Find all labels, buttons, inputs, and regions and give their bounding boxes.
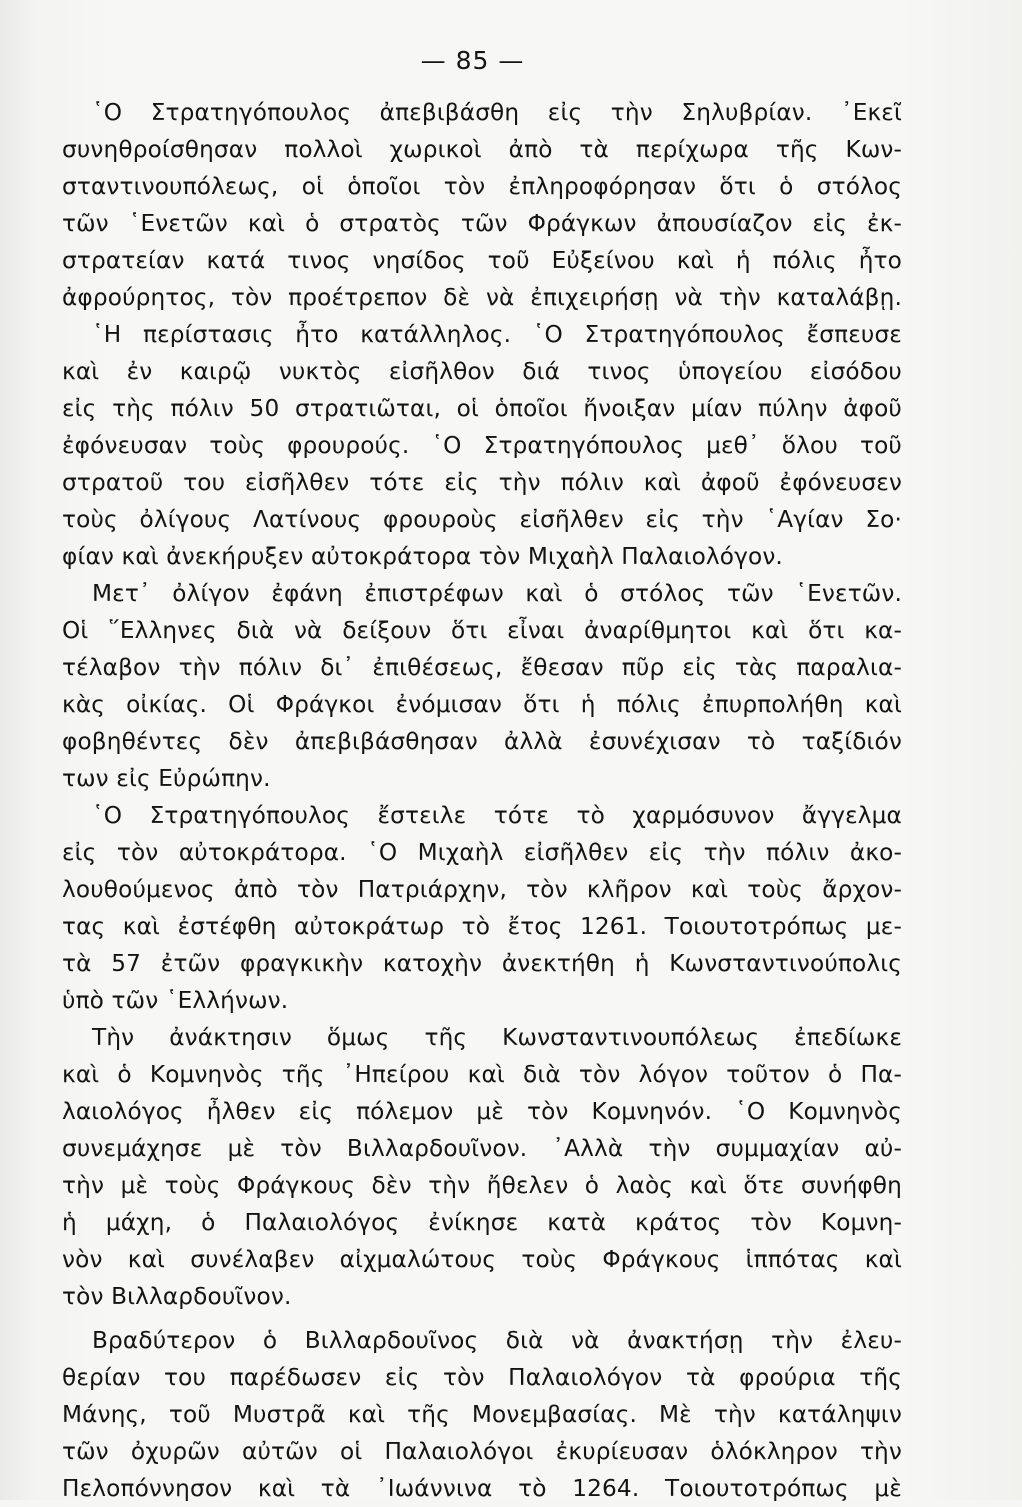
- text-line: Τὴν ἀνάκτησιν ὅμως τῆς Κωνσταντινουπόλεως ἐπεδίωκε: [92, 1024, 902, 1051]
- text-line: Πελοπόννησον καὶ τὰ ᾿Ιωάννινα τὸ 1264. Τοιουτοτρόπως μὲ: [62, 1475, 902, 1502]
- text-line: λουθούμενος ἀπὸ τὸν Πατριάρχην, τὸν κλῆρον καὶ τοὺς ἄρχον-: [62, 876, 902, 903]
- text-line: λαιολόγος ἦλθεν εἰς πόλεμον μὲ τὸν Κομνηνόν. ῾Ο Κομνηνὸς: [62, 1098, 902, 1125]
- text-line: ἀφρούρητος, τὸν προέτρεπον δὲ νὰ ἐπιχειρήσῃ νὰ τὴν καταλάβῃ.: [62, 284, 902, 311]
- text-line: Οἱ ῞Ελληνες διὰ νὰ δείξουν ὅτι εἶναι ἀναρίθμητοι καὶ ὅτι κα-: [62, 617, 902, 644]
- text-line: νὸν καὶ συνέλαβεν αἰχμαλώτους τοὺς Φράγκους ἱππότας καὶ: [62, 1246, 902, 1273]
- paragraph-gap: [62, 1315, 902, 1322]
- text-line: ὑπὸ τῶν ῾Ελλήνων.: [62, 987, 289, 1014]
- text-line: Μάνης, τοῦ Μυστρᾶ καὶ τῆς Μονεμβασίας. Μὲ τὴν κατάληψιν: [62, 1401, 902, 1428]
- text-line: εἰς τὴς πόλιν 50 στρατιῶται, οἱ ὁποῖοι ἤνοιξαν μίαν πύλην ἀφοῦ: [62, 395, 902, 422]
- text-line: συνηθροίσθησαν πολλοὶ χωρικοὶ ἀπὸ τὰ περίχωρα τῆς Κων-: [62, 136, 902, 163]
- text-line: ἡ μάχη, ὁ Παλαιολόγος ἐνίκησε κατὰ κράτος τὸν Κομνη-: [62, 1209, 902, 1236]
- text-line: τέλαβον τὴν πόλιν δι᾿ ἐπιθέσεως, ἔθεσαν πῦρ εἰς τὰς παραλια-: [62, 654, 902, 681]
- text-line: σταντινουπόλεως, οἱ ὁποῖοι τὸν ἐπληροφόρησαν ὅτι ὁ στόλος: [62, 173, 902, 200]
- text-line: τοὺς ὀλίγους Λατίνους φρουροὺς εἰσῆλθεν εἰς τὴν ῾Αγίαν Σο·: [62, 506, 902, 533]
- text-line: τας καὶ ἐστέφθη αὐτοκράτωρ τὸ ἔτος 1261. Τοιουτοτρόπως με-: [62, 913, 902, 940]
- text-line: τῶν ὀχυρῶν αὐτῶν οἱ Παλαιολόγοι ἐκυρίευσαν ὁλόκληρον τὴν: [62, 1438, 902, 1465]
- text-line: ἐφόνευσαν τοὺς φρουρούς. ῾Ο Στρατηγόπουλος μεθ᾿ ὅλου τοῦ: [62, 432, 902, 459]
- body-text: [62, 94, 902, 1507]
- text-line: φοβηθέντες δὲν ἀπεβιβάσθησαν ἀλλὰ ἐσυνέχισαν τὸ ταξίδιόν: [62, 728, 902, 755]
- text-line: ῾Ο Στρατηγόπουλος ἔστειλε τότε τὸ χαρμόσυνον ἄγγελμα: [92, 802, 902, 829]
- text-line: φίαν καὶ ἀνεκήρυξεν αὐτοκράτορα τὸν Μιχαὴλ Παλαιολόγον.: [62, 543, 783, 570]
- text-line: τὴν μὲ τοὺς Φράγκους δὲν τὴν ἤθελεν ὁ λαὸς καὶ ὅτε συνήφθη: [62, 1172, 902, 1199]
- text-line: ῾Η περίστασις ἦτο κατάλληλος. ῾Ο Στρατηγόπουλος ἔσπευσε: [92, 321, 902, 348]
- text-line: κὰς οἰκίας. Οἱ Φράγκοι ἐνόμισαν ὅτι ἡ πόλις ἐπυρπολήθη καὶ: [62, 691, 902, 718]
- text-line: Μετ᾿ ὀλίγον ἐφάνη ἐπιστρέφων καὶ ὁ στόλος τῶν ῾Ενετῶν.: [92, 580, 902, 607]
- text-line: εἰς τὸν αὐτοκράτορα. ῾Ο Μιχαὴλ εἰσῆλθεν εἰς τὴν πόλιν ἀκο-: [62, 839, 902, 866]
- text-line: στρατείαν κατά τινος νησίδος τοῦ Εὐξείνου καὶ ἡ πόλις ἦτο: [62, 247, 902, 274]
- text-line: καὶ ὁ Κομνηνὸς τῆς ᾿Ηπείρου καὶ διὰ τὸν λόγον τοῦτον ὁ Πα-: [62, 1061, 902, 1088]
- text-line: ῾Ο Στρατηγόπουλος ἀπεβιβάσθη εἰς τὴν Σηλυβρίαν. ᾿Εκεῖ: [92, 99, 902, 126]
- text-line: τῶν ῾Ενετῶν καὶ ὁ στρατὸς τῶν Φράγκων ἀπουσίαζον εἰς ἐκ-: [62, 210, 902, 237]
- text-line: τὸν Βιλλαρδουῖνον.: [62, 1283, 292, 1310]
- page-number: — 85 —: [420, 46, 525, 75]
- text-line: των εἰς Εὐρώπην.: [62, 765, 271, 792]
- text-line: τὰ 57 ἐτῶν φραγκικὴν κατοχὴν ἀνεκτήθη ἡ Κωνσταντινούπολις: [62, 950, 902, 977]
- text-line: στρατοῦ του εἰσῆλθεν τότε εἰς τὴν πόλιν καὶ ἀφοῦ ἐφόνευσεν: [62, 469, 902, 496]
- text-line: Βραδύτερον ὁ Βιλλαρδουῖνος διὰ νὰ ἀνακτήσῃ τὴν ἐλευ-: [92, 1327, 902, 1354]
- text-line: θερίαν του παρέδωσεν εἰς τὸν Παλαιολόγον τὰ φρούρια τῆς: [62, 1364, 902, 1391]
- text-line: συνεμάχησε μὲ τὸν Βιλλαρδουῖνον. ᾿Αλλὰ τὴν συμμαχίαν αὐ-: [62, 1135, 902, 1162]
- text-line: καὶ ἐν καιρῷ νυκτὸς εἰσῆλθον διά τινος ὑπογείου εἰσόδου: [62, 358, 902, 385]
